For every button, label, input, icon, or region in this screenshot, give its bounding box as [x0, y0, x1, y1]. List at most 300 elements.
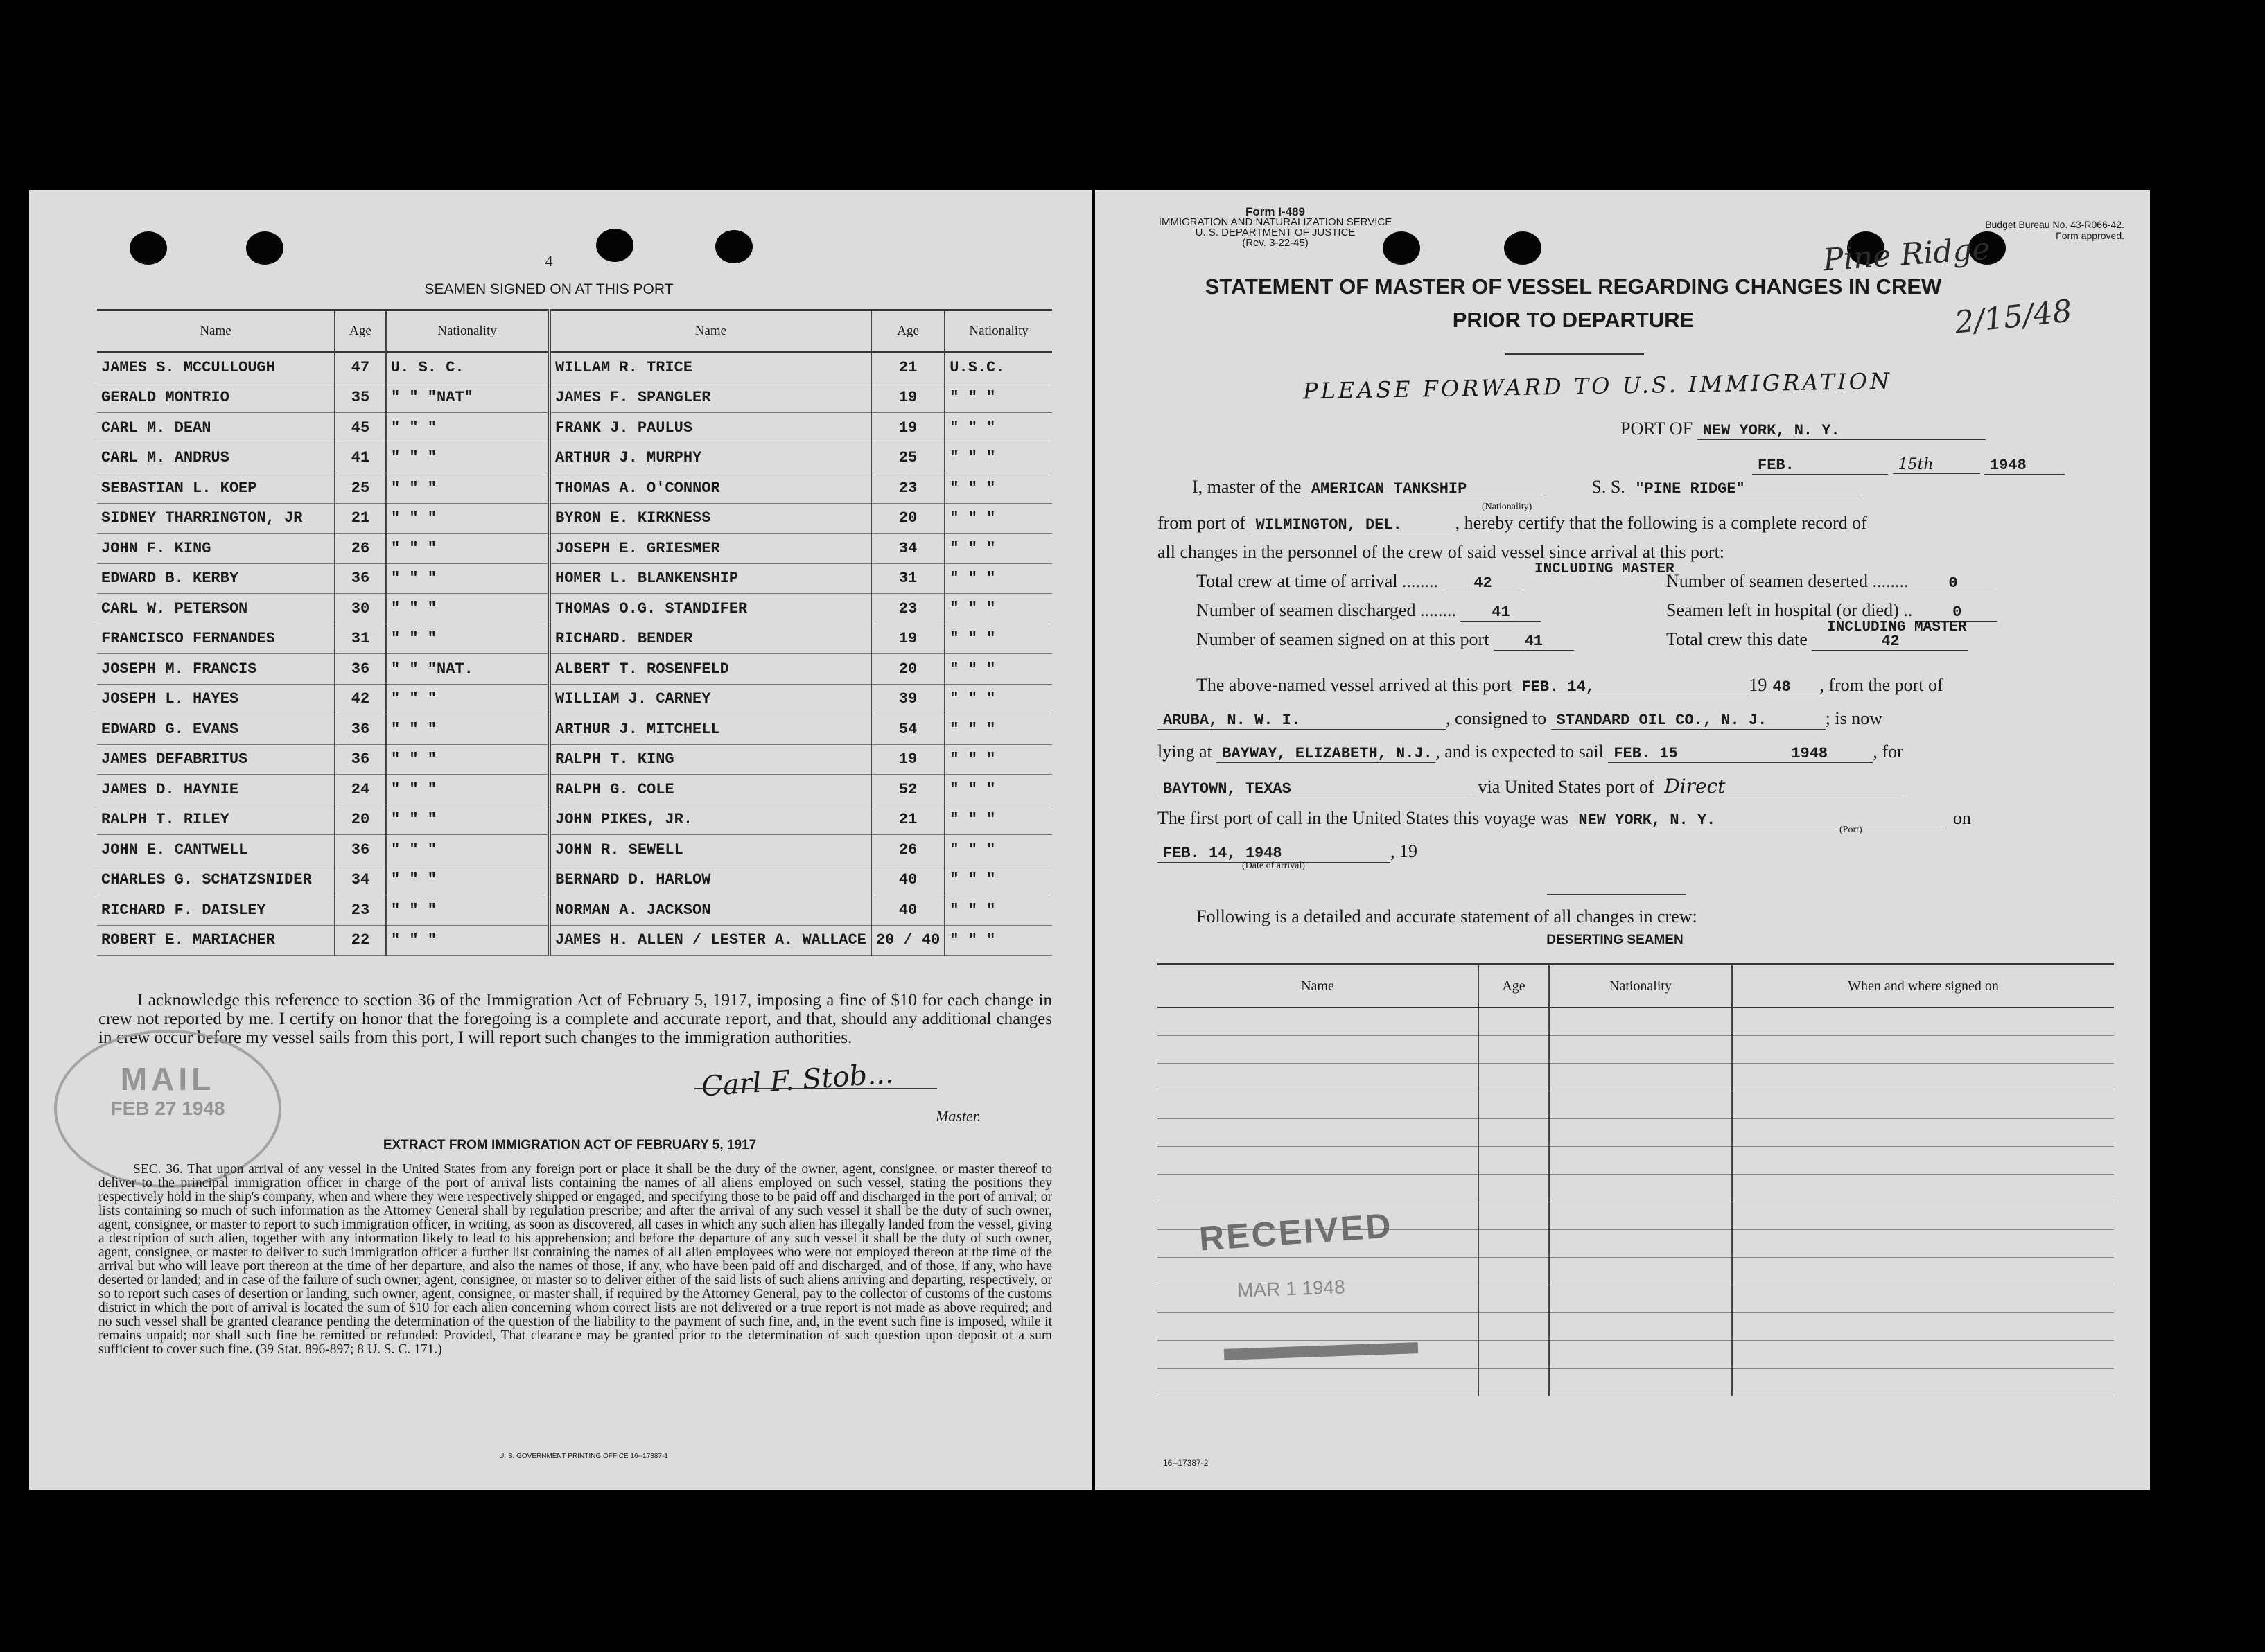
seaman-name: ARTHUR J. MURPHY	[550, 443, 871, 473]
deserting-title: DESERTING SEAMEN	[1546, 933, 1684, 947]
agency-line-2: U. S. DEPARTMENT OF JUSTICE	[1195, 227, 1356, 238]
empty-cell	[1549, 1147, 1732, 1175]
table-row	[97, 413, 1052, 443]
seaman-age: 19	[871, 413, 945, 443]
empty-cell	[1157, 1147, 1478, 1175]
signature-caption: Master.	[936, 1107, 981, 1125]
empty-cell	[1732, 1147, 2114, 1175]
empty-cell	[1478, 1008, 1549, 1036]
left-page	[29, 190, 1092, 1490]
seaman-nationality: " " "	[386, 473, 550, 504]
section-rule	[1547, 894, 1686, 895]
form-subtitle: PRIOR TO DEPARTURE	[1452, 308, 1695, 332]
seaman-nationality: " " "	[945, 895, 1052, 926]
seaman-nationality: " " "	[386, 865, 550, 895]
punch-hole	[1504, 231, 1541, 265]
table-row	[1157, 1008, 2114, 1036]
form-header	[1130, 206, 1421, 248]
seaman-name: ARTHUR J. MITCHELL	[550, 714, 871, 745]
date-line	[1752, 453, 2065, 475]
following-text: Following is a detailed and accurate statement of all changes in crew:	[1196, 906, 1697, 926]
from-port-line	[1157, 513, 1867, 534]
seaman-age: 26	[335, 534, 386, 564]
empty-cell	[1549, 1313, 1732, 1341]
seaman-age: 19	[871, 383, 945, 413]
empty-cell	[1549, 1258, 1732, 1285]
from-port-label: from port of	[1157, 513, 1246, 533]
total-crew-label: Total crew at time of arrival	[1196, 571, 1398, 591]
seaman-nationality: " " "	[945, 744, 1052, 775]
seaman-age: 25	[335, 473, 386, 504]
seaman-name: SIDNEY THARRINGTON, JR	[97, 503, 335, 534]
seaman-nationality: " " "	[386, 443, 550, 473]
table-row	[97, 714, 1052, 745]
table-row	[1157, 1313, 2114, 1341]
seaman-age: 47	[335, 352, 386, 383]
lying-value: BAYWAY, ELIZABETH, N.J.	[1216, 745, 1435, 763]
empty-cell	[1157, 1036, 1478, 1064]
table-row	[97, 775, 1052, 805]
seaman-age: 21	[335, 503, 386, 534]
consigned-label: , consigned to	[1446, 708, 1547, 728]
total-date-label: Total crew this date	[1666, 629, 1808, 649]
certify-text: , hereby certify that the following is a complete record of	[1455, 513, 1867, 533]
seaman-age: 30	[335, 594, 386, 624]
seaman-age: 41	[335, 443, 386, 473]
total-crew-line: Total crew at time of arrival ........ 42	[1196, 571, 1523, 592]
table-row	[1157, 1119, 2114, 1147]
seaman-nationality: " " "	[945, 684, 1052, 714]
punch-hole	[596, 229, 633, 262]
seaman-name: ROBERT E. MARIACHER	[97, 925, 335, 956]
port-caption: (Port)	[1839, 825, 1862, 835]
seaman-nationality: " " "	[386, 503, 550, 534]
first-port-value: NEW YORK, N. Y.	[1573, 811, 1944, 829]
deserting-seamen-table	[1157, 963, 2114, 1396]
seaman-name: JOSEPH L. HAYES	[97, 684, 335, 714]
seaman-age: 36	[335, 563, 386, 594]
total-date-value: 42	[1812, 633, 1968, 651]
vessel-name: "PINE RIDGE"	[1629, 480, 1862, 498]
seaman-age: 31	[871, 563, 945, 594]
column-header: Name	[550, 310, 871, 353]
empty-cell	[1549, 1175, 1732, 1202]
empty-cell	[1732, 1119, 2114, 1147]
discharged-line: Number of seamen discharged ........ 41	[1196, 600, 1541, 622]
empty-cell	[1549, 1064, 1732, 1091]
seaman-age: 20 / 40	[871, 925, 945, 956]
seaman-age: 45	[335, 413, 386, 443]
table-row	[1157, 1091, 2114, 1119]
form-title: STATEMENT OF MASTER OF VESSEL REGARDING CHANGES IN CREW	[1205, 274, 1942, 299]
seaman-age: 23	[871, 473, 945, 504]
seaman-nationality: " " "	[945, 594, 1052, 624]
seaman-age: 20	[871, 503, 945, 534]
seaman-name: CARL M. ANDRUS	[97, 443, 335, 473]
empty-cell	[1478, 1147, 1549, 1175]
empty-cell	[1549, 1202, 1732, 1230]
master-label: I, master of the	[1192, 477, 1302, 497]
empty-cell	[1157, 1369, 1478, 1396]
table-row	[97, 654, 1052, 685]
expected-label: , and is expected to sail	[1435, 741, 1604, 762]
empty-cell	[1478, 1341, 1549, 1369]
column-header: Age	[871, 310, 945, 353]
seaman-name: JAMES F. SPANGLER	[550, 383, 871, 413]
seaman-age: 34	[335, 865, 386, 895]
empty-cell	[1732, 1064, 2114, 1091]
sail-date: FEB. 15	[1608, 745, 1785, 763]
column-header: Nationality	[386, 310, 550, 353]
budget-number: Budget Bureau No. 43-R066-42.	[1985, 219, 2124, 230]
seaman-age: 31	[335, 624, 386, 654]
seaman-nationality: " " "	[386, 563, 550, 594]
received-date: MAR 1 1948	[1236, 1276, 1346, 1301]
table-row	[97, 865, 1052, 895]
seaman-age: 26	[871, 835, 945, 865]
is-now-label: ; is now	[1825, 708, 1882, 728]
seaman-nationality: " " "	[945, 775, 1052, 805]
signed-on-value: 41	[1494, 633, 1574, 651]
empty-cell	[1549, 1369, 1732, 1396]
seamen-signed-on-table	[97, 309, 1052, 956]
seaman-nationality: " " "	[945, 383, 1052, 413]
seaman-age: 19	[871, 744, 945, 775]
seaman-nationality: " " "	[945, 925, 1052, 956]
seaman-nationality: " " "	[386, 624, 550, 654]
seaman-nationality: " " "	[386, 835, 550, 865]
right-page	[1095, 190, 2150, 1490]
deserted-line: Number of seamen deserted ........ 0	[1666, 571, 1993, 592]
port-value: NEW YORK, N. Y.	[1697, 422, 1986, 440]
destination: BAYTOWN, TEXAS	[1157, 780, 1473, 798]
deserted-value: 0	[1913, 574, 1993, 592]
seaman-nationality: " " "	[386, 714, 550, 745]
seaman-name: NORMAN A. JACKSON	[550, 895, 871, 926]
table-row	[97, 534, 1052, 564]
seaman-nationality: " " "	[945, 805, 1052, 835]
seaman-age: 19	[871, 624, 945, 654]
table-row	[1157, 1036, 2114, 1064]
first-date-line	[1157, 841, 1417, 863]
date-day: 15th	[1893, 456, 1980, 474]
form-number: Form I-489	[1245, 205, 1305, 218]
empty-cell	[1549, 1119, 1732, 1147]
via-port: Direct	[1659, 775, 1905, 798]
seaman-name: CARL W. PETERSON	[97, 594, 335, 624]
seaman-name: EDWARD B. KERBY	[97, 563, 335, 594]
seaman-name: JAMES DEFABRITUS	[97, 744, 335, 775]
table-header-row	[1157, 965, 2114, 1008]
seaman-nationality: " " "	[945, 835, 1052, 865]
total-crew-note: INCLUDING MASTER	[1534, 561, 1674, 577]
mail-stamp-date: FEB 27 1948	[110, 1098, 225, 1119]
empty-cell	[1157, 1313, 1478, 1341]
seaman-nationality: " " "	[945, 413, 1052, 443]
form-approval: Form approved.	[2056, 230, 2124, 241]
title-rule	[1505, 353, 1644, 355]
empty-cell	[1478, 1119, 1549, 1147]
sail-year: 1948	[1785, 745, 1873, 763]
seaman-name: RICHARD F. DAISLEY	[97, 895, 335, 926]
seaman-name: JOSEPH E. GRIESMER	[550, 534, 871, 564]
table-row	[1157, 1147, 2114, 1175]
on-label: on	[1952, 808, 1971, 828]
seaman-age: 42	[335, 684, 386, 714]
seaman-nationality: " " "	[386, 594, 550, 624]
seaman-nationality: " " "	[386, 534, 550, 564]
seaman-age: 21	[871, 805, 945, 835]
section-title: SEAMEN SIGNED ON AT THIS PORT	[424, 281, 674, 297]
seaman-name: CHARLES G. SCHATZSNIDER	[97, 865, 335, 895]
acknowledgement-text: I acknowledge this reference to section 36 of the Immigration Act of February 5, 1917, imposing a fine of $10 for each change in crew not reported by me. I certify on honor that the foregoing is a complete and accurate report, and that, should any additional changes in crew occur before my vessel sails from this port, I will report such changes to the immigration authorities.	[98, 991, 1052, 1047]
seaman-name: HOMER L. BLANKENSHIP	[550, 563, 871, 594]
punch-hole	[130, 231, 167, 265]
seaman-age: 25	[871, 443, 945, 473]
table-row	[97, 835, 1052, 865]
empty-cell	[1478, 1230, 1549, 1258]
seaman-age: 23	[335, 895, 386, 926]
seaman-name: RALPH T. RILEY	[97, 805, 335, 835]
date-month: FEB.	[1752, 457, 1888, 475]
seaman-nationality: " " "	[945, 503, 1052, 534]
empty-cell	[1157, 1064, 1478, 1091]
seaman-name: THOMAS A. O'CONNOR	[550, 473, 871, 504]
seaman-nationality: " " "	[386, 413, 550, 443]
table-row	[97, 744, 1052, 775]
seaman-age: 22	[335, 925, 386, 956]
empty-cell	[1157, 1175, 1478, 1202]
empty-cell	[1732, 1230, 2114, 1258]
seaman-age: 40	[871, 865, 945, 895]
seaman-nationality: " " "	[386, 744, 550, 775]
seaman-age: 23	[871, 594, 945, 624]
empty-cell	[1549, 1230, 1732, 1258]
seaman-name: FRANK J. PAULUS	[550, 413, 871, 443]
column-header: Nationality	[1549, 965, 1732, 1008]
empty-cell	[1732, 1313, 2114, 1341]
table-row	[97, 473, 1052, 504]
total-crew-value: 42	[1443, 574, 1523, 592]
page-number: 4	[545, 252, 553, 270]
table-row	[97, 383, 1052, 413]
empty-cell	[1732, 1369, 2114, 1396]
signed-on-label: Number of seamen signed on at this port	[1196, 629, 1489, 649]
empty-cell	[1732, 1175, 2114, 1202]
seaman-nationality: " " "	[386, 775, 550, 805]
deserted-label: Number of seamen deserted	[1666, 571, 1868, 591]
seaman-name: THOMAS O.G. STANDIFER	[550, 594, 871, 624]
table-row	[97, 443, 1052, 473]
seaman-age: 40	[871, 895, 945, 926]
date-year: 1948	[1984, 457, 2065, 475]
seaman-nationality: " " "	[386, 684, 550, 714]
ss-label: S. S.	[1591, 477, 1625, 497]
extract-text: SEC. 36. That upon arrival of any vessel in the United States from any foreign port or place it shall be the duty of the owner, agent, consignee, or master thereof to deliver to the principal immigration officer in charge of the port of arrival lists containing the names of all aliens employed on such vessel, stating the positions they respectively hold in the ship's company, when and where they were respectively shipped or engaged, and specifying those to be paid off and discharged in the port of arrival; or lists containing so much of such information as the Attorney General shall by regulation prescribe; and after the arrival of any such vessel it shall be the duty of such owner, agent, consignee, or master to report to such immigration officer, in writing, as soon as discovered, all cases in which any such alien has illegally landed from the vessel, giving a description of such alien, together with any information likely to lead to his apprehension; and before the departure of any such vessel it shall be the duty of such owner, agent, consignee, or master to deliver to such immigration officer a further list containing the names of all alien employees who were not employed thereon at the time of the arrival but who will leave port thereon at the time of her departure, and also the names of those, if any, who have been paid off and discharged, and of those, if any, who have deserted or landed; and in case of the failure of such owner, agent, consignee, or master so to deliver either of the said lists of such aliens arriving and departing, respectively, or so to report such cases of desertion or landing, such owner, agent, consignee, or master shall, if required by the Attorney General, pay to the collector of customs of the customs district in which the port of arrival is located the sum of $10 for each alien concerning whom correct lists are not delivered or a true report is not made as above required; and no such vessel shall be granted clearance pending the determination of the question of the liability to the payment of such fine, and, in the event such fine is imposed, while it remains unpaid; nor shall such fine be remitted or refunded: Provided, That clearance may be granted prior to the determination of such question upon deposit of a sum sufficient to cover such fine. (39 Stat. 896-897; 8 U. S. C. 171.)	[98, 1162, 1052, 1357]
seaman-nationality: " " "	[945, 563, 1052, 594]
first-date-value: FEB. 14, 1948	[1157, 845, 1390, 863]
seaman-nationality: " " "	[945, 654, 1052, 685]
seaman-age: 34	[871, 534, 945, 564]
seaman-name: SEBASTIAN L. KOEP	[97, 473, 335, 504]
hospital-line: Seamen left in hospital (or died) .. 0	[1666, 600, 1997, 622]
table-row	[1157, 1369, 2114, 1396]
seaman-name: GERALD MONTRIO	[97, 383, 335, 413]
empty-cell	[1157, 1091, 1478, 1119]
seaman-age: 36	[335, 835, 386, 865]
seaman-name: JAMES D. HAYNIE	[97, 775, 335, 805]
table-row	[97, 563, 1052, 594]
revision: (Rev. 3-22-45)	[1242, 237, 1309, 249]
arrived-label: The above-named vessel arrived at this port	[1196, 675, 1512, 695]
empty-cell	[1732, 1258, 2114, 1285]
left-footer: U. S. GOVERNMENT PRINTING OFFICE 16--17387-1	[499, 1452, 668, 1460]
table-row	[97, 503, 1052, 534]
arrival-port-line	[1157, 708, 1882, 730]
seaman-nationality: " " "NAT.	[386, 654, 550, 685]
table-row	[97, 895, 1052, 926]
from-port-value: WILMINGTON, DEL.	[1250, 516, 1455, 534]
seaman-name: JOHN PIKES, JR.	[550, 805, 871, 835]
seaman-nationality: U. S. C.	[386, 352, 550, 383]
received-stamp: RECEIVED	[1198, 1206, 1394, 1258]
empty-cell	[1478, 1091, 1549, 1119]
seaman-name: JAMES S. MCCULLOUGH	[97, 352, 335, 383]
column-header: Name	[97, 310, 335, 353]
seaman-name: WILLAM R. TRICE	[550, 352, 871, 383]
seaman-name: WILLIAM J. CARNEY	[550, 684, 871, 714]
seaman-name: CARL M. DEAN	[97, 413, 335, 443]
seaman-age: 36	[335, 744, 386, 775]
seaman-nationality: " " "	[945, 443, 1052, 473]
seaman-nationality: " " "	[945, 714, 1052, 745]
total-date-note: INCLUDING MASTER	[1827, 620, 1967, 635]
master-signature: Carl F. Stob...	[700, 1057, 895, 1103]
via-label: via United States port of	[1478, 777, 1654, 797]
table-row	[97, 352, 1052, 383]
first-date-suffix: , 19	[1390, 841, 1417, 861]
seaman-name: ALBERT T. ROSENFELD	[550, 654, 871, 685]
empty-cell	[1157, 1119, 1478, 1147]
signature-line	[694, 1088, 937, 1089]
seaman-age: 52	[871, 775, 945, 805]
arrived-year-prefix: 19	[1749, 675, 1767, 695]
date-caption: (Date of arrival)	[1242, 861, 1305, 871]
seaman-nationality: " " "	[386, 925, 550, 956]
empty-cell	[1732, 1036, 2114, 1064]
empty-cell	[1549, 1008, 1732, 1036]
first-port-label: The first port of call in the United States this voyage was	[1157, 808, 1568, 828]
seaman-name: JOHN F. KING	[97, 534, 335, 564]
nationality-caption: (Nationality)	[1482, 502, 1532, 512]
table-row	[97, 624, 1052, 654]
empty-cell	[1478, 1285, 1549, 1313]
agency-line-1: IMMIGRATION AND NATURALIZATION SERVICE	[1158, 216, 1392, 228]
empty-cell	[1549, 1285, 1732, 1313]
empty-cell	[1478, 1036, 1549, 1064]
consignee: STANDARD OIL CO., N. J.	[1551, 712, 1826, 730]
seaman-name: RICHARD. BENDER	[550, 624, 871, 654]
nationality-value: AMERICAN TANKSHIP	[1306, 480, 1546, 498]
extract-title: EXTRACT FROM IMMIGRATION ACT OF FEBRUARY 5, 1917	[383, 1138, 757, 1152]
seaman-age: 36	[335, 654, 386, 685]
seaman-name: RALPH T. KING	[550, 744, 871, 775]
empty-cell	[1549, 1036, 1732, 1064]
table-header-row	[97, 310, 1052, 353]
seaman-nationality: U.S.C.	[945, 352, 1052, 383]
empty-cell	[1157, 1008, 1478, 1036]
for-label: , for	[1873, 741, 1903, 762]
seaman-name: EDWARD G. EVANS	[97, 714, 335, 745]
empty-cell	[1478, 1258, 1549, 1285]
discharged-value: 41	[1460, 604, 1541, 622]
seaman-name: JOSEPH M. FRANCIS	[97, 654, 335, 685]
seaman-age: 35	[335, 383, 386, 413]
seaman-name: JOHN R. SEWELL	[550, 835, 871, 865]
seaman-age: 54	[871, 714, 945, 745]
all-changes-text: all changes in the personnel of the crew of said vessel since arrival at this port:	[1157, 542, 1725, 562]
handwritten-date: 2/15/48	[1952, 293, 2074, 341]
seaman-age: 39	[871, 684, 945, 714]
table-row	[97, 594, 1052, 624]
column-header: Age	[335, 310, 386, 353]
master-line	[1157, 477, 1862, 498]
seaman-name: RALPH G. COLE	[550, 775, 871, 805]
seaman-nationality: " " "	[945, 865, 1052, 895]
seaman-age: 36	[335, 714, 386, 745]
empty-cell	[1732, 1008, 2114, 1036]
column-header: Name	[1157, 965, 1478, 1008]
lying-at-line	[1157, 741, 1903, 763]
empty-cell	[1549, 1341, 1732, 1369]
seaman-nationality: " " "	[945, 473, 1052, 504]
seaman-age: 20	[335, 805, 386, 835]
signed-on-line	[1196, 629, 1574, 651]
empty-cell	[1732, 1202, 2114, 1230]
empty-cell	[1478, 1369, 1549, 1396]
table-row	[1157, 1064, 2114, 1091]
seaman-name: JOHN E. CANTWELL	[97, 835, 335, 865]
destination-line	[1157, 775, 1905, 798]
punch-hole	[715, 230, 753, 263]
seaman-nationality: " " "	[386, 895, 550, 926]
mail-stamp-text: MAIL	[120, 1061, 216, 1097]
arrived-line	[1196, 675, 1943, 696]
seaman-nationality: " " "	[386, 805, 550, 835]
seaman-name: BERNARD D. HARLOW	[550, 865, 871, 895]
discharged-label: Number of seamen discharged	[1196, 600, 1416, 620]
table-row	[97, 684, 1052, 714]
empty-cell	[1478, 1313, 1549, 1341]
empty-cell	[1478, 1202, 1549, 1230]
seaman-nationality: " " "NAT"	[386, 383, 550, 413]
handwritten-note: PLEASE FORWARD TO U.S. IMMIGRATION	[1302, 367, 1893, 405]
arrival-port: ARUBA, N. W. I.	[1157, 712, 1446, 730]
table-row	[97, 925, 1052, 956]
seaman-name: FRANCISCO FERNANDES	[97, 624, 335, 654]
empty-cell	[1549, 1091, 1732, 1119]
port-label: PORT OF	[1620, 419, 1693, 439]
empty-cell	[1732, 1091, 2114, 1119]
hospital-value: 0	[1917, 604, 1997, 622]
seaman-age: 21	[871, 352, 945, 383]
right-footer: 16--17387-2	[1163, 1458, 1209, 1468]
arrived-date: FEB. 14,	[1516, 678, 1749, 696]
empty-cell	[1732, 1341, 2114, 1369]
seaman-age: 20	[871, 654, 945, 685]
hospital-label: Seamen left in hospital (or died)	[1666, 600, 1899, 620]
lying-label: lying at	[1157, 741, 1212, 762]
